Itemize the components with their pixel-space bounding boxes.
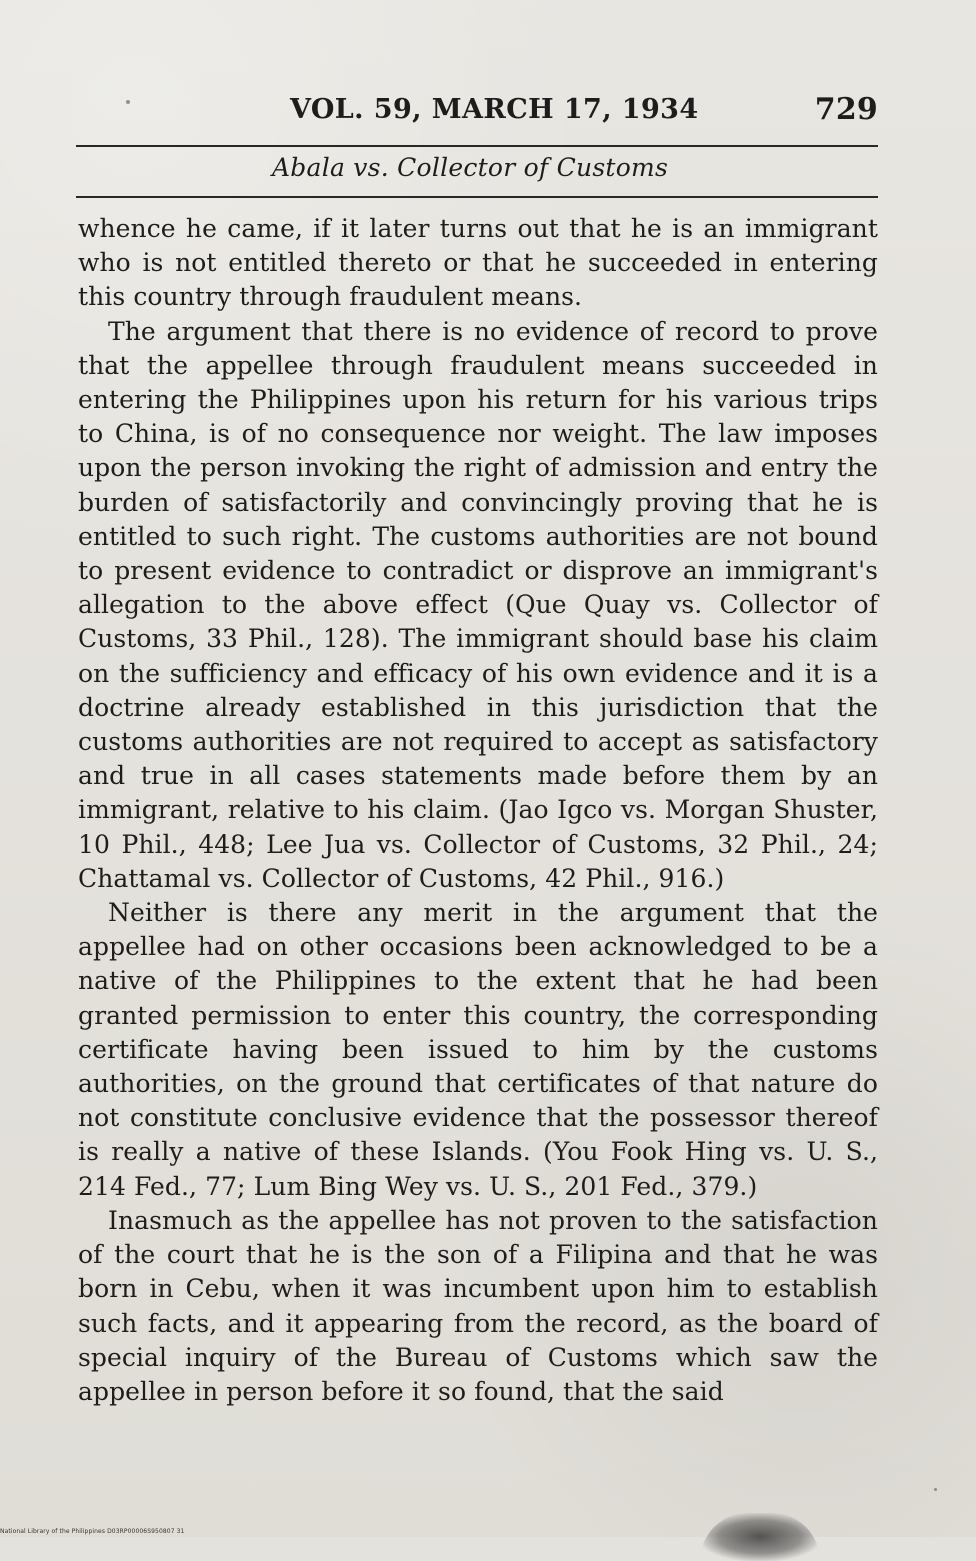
header-rule-bottom [76,196,878,198]
scan-thumb-shadow [700,1513,820,1561]
page-number: 729 [814,92,878,127]
case-title: Abala vs. Collector of Customs [272,153,669,182]
header-rule-top [76,145,878,147]
page-header [76,92,878,136]
paragraph-4: Inasmuch as the appellee has not proven to the satisfaction of the court that he is the son of a Filipina and that he was born in Cebu, when it was incumbent upon him to establish such facts, and it appearing from the record, as the board of special inquiry of the Bureau of Customs which saw the appellee in person before it so found, that the said [78,1205,878,1406]
scan-speck [934,1488,937,1491]
footer-credit: National Library of the Philippines D03RP00006S950807 31 [0,1528,185,1535]
paragraph-3: Neither is there any merit in the argument that the appellee had on other occasions been acknowledged to be a native of the Philippines to the extent that he had been granted permission to enter this country, the corresponding certificate having been issued to him by the customs authorities, on the ground that certificates of that nature do not constitute conclusive evidence that the possessor thereof is really a native of these Islands. (You Fook Hing vs. U. S., 214 Fed., 77; Lum Bing Wey vs. U. S., 201 Fed., 379.) [78,898,878,1201]
running-head: VOL. 59, MARCH 17, 1934 [290,94,699,125]
body-text [78,212,878,1409]
paragraph-1: whence he came, if it later turns out that he is an immigrant who is not entitled thereto or that he succeeded in entering this country through fraudulent means. [78,214,878,312]
scan-speck [126,100,130,104]
paragraph-2: The argument that there is no evidence of record to prove that the appellee through fraudulent means succeeded in entering the Philippines upon his return for his various trips to China, is of no consequence nor weight. The law imposes upon the person invoking the right of admission and entry the burden of satisfactorily and convincingly proving that he is entitled to such right. The customs authorities are not bound to present evidence to contradict or disprove an immigrant's allegation to the above effect (Que Quay vs. Collector of Customs, 33 Phil., 128). The immigrant should base his claim on the sufficiency and efficacy of his own evidence and it is a doctrine already established in this jurisdiction that the customs authorities are not required to accept as satisfactory and true in all cases statements made before them by an immigrant, relative to his claim. (Jao Igco vs. Morgan Shuster, 10 Phil., 448; Lee Jua vs. Collector of Customs, 32 Phil., 24; Chattamal vs. Collector of Customs, 42 Phil., 916.) [78,316,878,893]
